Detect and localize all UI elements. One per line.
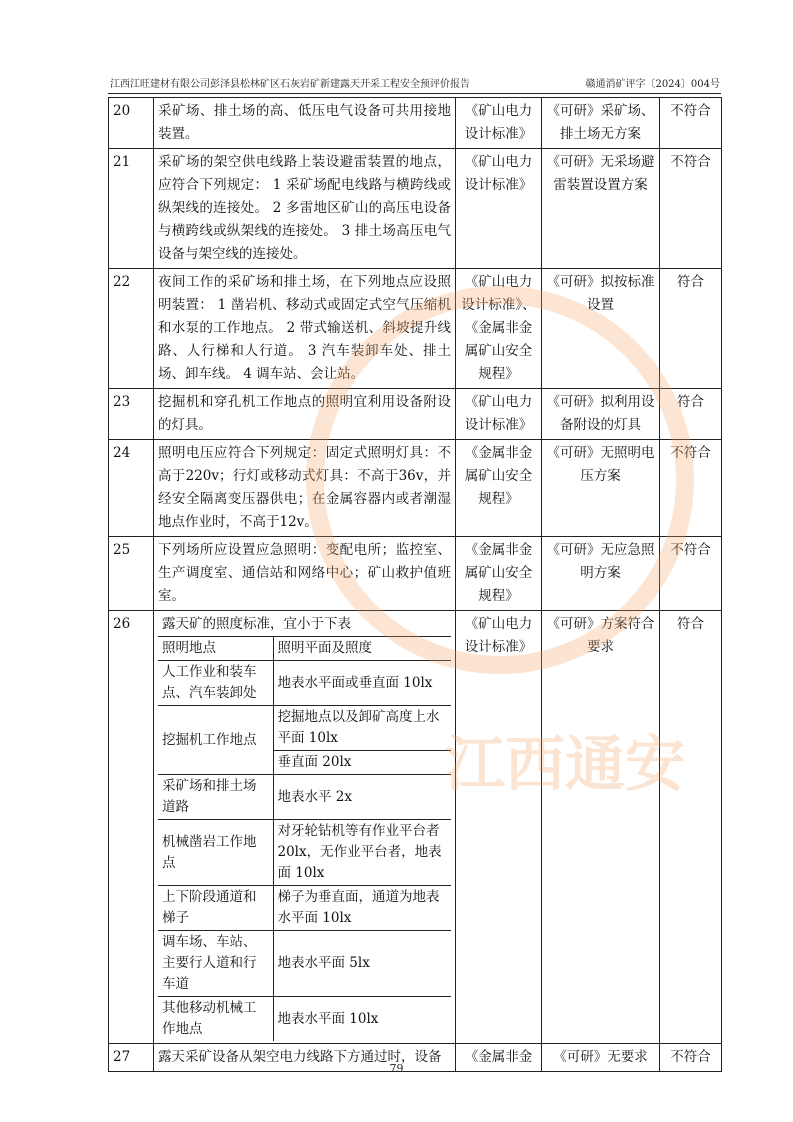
illuminance-place: 机械凿岩工作地点 (158, 820, 273, 886)
basis: 《矿山电力设计标准》 (456, 389, 542, 440)
illuminance-standard-cell (154, 611, 456, 1044)
row-number: 20 (109, 98, 154, 149)
design-status: 《可研》方案符合要求 (542, 611, 660, 1044)
evaluation-table (108, 97, 722, 1072)
illuminance-row (158, 706, 451, 751)
header-report-title: 江西江旺建材有限公司彭泽县松林矿区石灰岩矿新建露天开采工程安全预评价报告 (110, 79, 470, 90)
illuminance-value: 对牙轮钻机等有作业平台者20lx，无作业平台者，地表面 10lx (273, 820, 451, 886)
illuminance-row (158, 931, 451, 997)
basis: 《矿山电力设计标准》、《金属非金属矿山安全规程》 (456, 269, 542, 389)
check-item: 下列场所应设置应急照明：变配电所；监控室、生产调度室、通信站和网络中心；矿山救护值班室。 (154, 537, 456, 611)
illuminance-place: 人工作业和装车点、汽车装卸处 (158, 661, 273, 706)
inner-head-row (158, 637, 451, 661)
table-row (109, 269, 722, 389)
basis: 《金属非金 (456, 1044, 542, 1072)
row-number: 21 (109, 149, 154, 269)
page-number: 79 (389, 1062, 404, 1075)
inner-head-value: 照明平面及照度 (273, 637, 451, 661)
table-row (109, 98, 722, 149)
illuminance-value: 梯子为垂直面，通道为地表水平面 10lx (273, 886, 451, 931)
table-row (109, 440, 722, 537)
row-number: 24 (109, 440, 154, 537)
illuminance-place: 其他移动机械工作地点 (158, 997, 273, 1042)
result: 符合 (660, 611, 722, 1044)
illuminance-place: 调车场、车站、主要行人道和行车道 (158, 931, 273, 997)
check-item: 采矿场的架空供电线路上装设避雷装置的地点，应符合下列规定： 1 采矿场配电线路与横跨线或纵架线的连接处。 2 多雷地区矿山的高压电设备与横跨线或纵架线的连接处。 3 排土场高压电气设备与架空线的连接处。 (154, 149, 456, 269)
illuminance-place: 挖掘机工作地点 (158, 706, 273, 775)
check-item: 照明电压应符合下列规定：固定式照明灯具：不高于220v；行灯或移动式灯具：不高于36v，并经安全隔离变压器供电；在金属容器内或者潮湿地点作业时，不高于12v。 (154, 440, 456, 537)
check-item: 挖掘机和穿孔机工作地点的照明宜利用设备附设的灯具。 (154, 389, 456, 440)
row-number: 25 (109, 537, 154, 611)
illuminance-standard-table (158, 613, 451, 1041)
illuminance-row (158, 661, 451, 706)
row-number: 26 (109, 611, 154, 1044)
result: 不符合 (660, 537, 722, 611)
basis: 《矿山电力设计标准》 (456, 149, 542, 269)
header-report-number: 赣通消矿评字〔2024〕004号 (585, 79, 720, 90)
result: 不符合 (660, 98, 722, 149)
design-status: 《可研》无采场避雷装置设置方案 (542, 149, 660, 269)
check-item: 夜间工作的采矿场和排土场，在下列地点应设照明装置： 1 凿岩机、移动式或固定式空气压缩机和水泵的工作地点。 2 带式输送机、斜坡提升线路、人行梯和人行道。 3 汽车装卸车处、排土场、卸车线。 4 调车站、会让站。 (154, 269, 456, 389)
illuminance-row (158, 820, 451, 886)
result: 不符合 (660, 440, 722, 537)
result: 符合 (660, 269, 722, 389)
row-number: 27 (109, 1044, 154, 1072)
result: 不符合 (660, 149, 722, 269)
result: 不符合 (660, 1044, 722, 1072)
illuminance-value: 挖掘地点以及卸矿高度上水平面 10lx (273, 706, 451, 751)
illuminance-place: 上下阶段通道和梯子 (158, 886, 273, 931)
inner-head-place: 照明地点 (158, 637, 273, 661)
watermark-text: 江西通安 (445, 730, 685, 800)
row-number: 23 (109, 389, 154, 440)
basis: 《矿山电力设计标准》 (456, 98, 542, 149)
basis: 《矿山电力设计标准》 (456, 611, 542, 1044)
design-status: 《可研》无应急照明方案 (542, 537, 660, 611)
design-status: 《可研》拟按标准设置 (542, 269, 660, 389)
table-row (109, 389, 722, 440)
basis: 《金属非金属矿山安全规程》 (456, 537, 542, 611)
page-header (110, 77, 720, 93)
check-item: 露天采矿设备从架空电力线路下方通过时，设备 (154, 1044, 456, 1072)
inner-title-row (158, 613, 451, 637)
illuminance-value: 垂直面 20lx (273, 751, 451, 775)
table-row (109, 537, 722, 611)
illuminance-value: 地表水平面 5lx (273, 931, 451, 997)
illuminance-row (158, 886, 451, 931)
design-status: 《可研》无照明电压方案 (542, 440, 660, 537)
basis: 《金属非金属矿山安全规程》 (456, 440, 542, 537)
illuminance-value: 地表水平面 10lx (273, 997, 451, 1042)
table-row (109, 149, 722, 269)
illuminance-row (158, 775, 451, 820)
design-status: 《可研》拟利用设备附设的灯具 (542, 389, 660, 440)
table-row (109, 611, 722, 1044)
result: 符合 (660, 389, 722, 440)
illuminance-row (158, 997, 451, 1042)
illuminance-value: 地表水平面或垂直面 10lx (273, 661, 451, 706)
inner-title: 露天矿的照度标准，宜小于下表 (158, 613, 451, 637)
row-number: 22 (109, 269, 154, 389)
check-item: 采矿场、排土场的高、低压电气设备可共用接地装置。 (154, 98, 456, 149)
illuminance-place: 采矿场和排土场道路 (158, 775, 273, 820)
header-rule (108, 93, 721, 94)
design-status: 《可研》采矿场、排土场无方案 (542, 98, 660, 149)
design-status: 《可研》无要求 (542, 1044, 660, 1072)
illuminance-value: 地表水平 2x (273, 775, 451, 820)
